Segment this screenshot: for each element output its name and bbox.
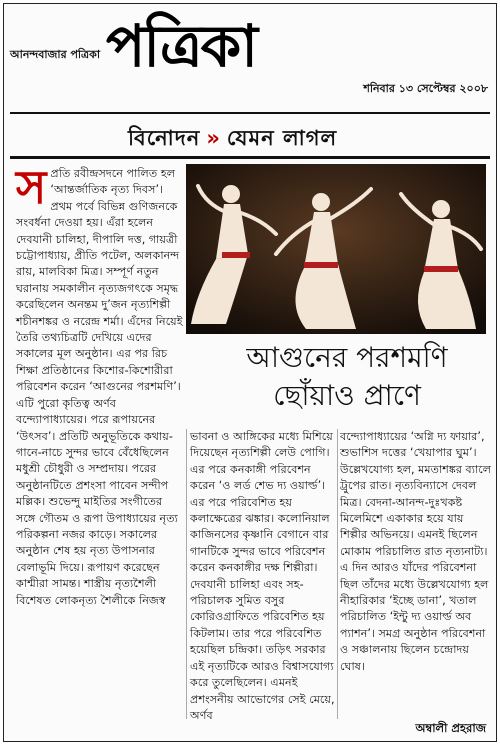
byline: অম্বালী প্রহরাজ xyxy=(415,721,486,735)
masthead-logo: পত্রিকা xyxy=(106,12,256,80)
masthead xyxy=(10,10,490,110)
headline-line-2: ছোঁয়াও প্রাণে xyxy=(273,379,421,412)
article-column-2 xyxy=(190,429,336,724)
publisher-name: আনন্দবাজার পত্রিকা xyxy=(10,48,101,61)
section-arrow-icon: » xyxy=(206,126,221,150)
article-text-2: ভাবনা ও আঙ্গিকের মধ্যে মিশিয়ে দিয়েছেন নৃত্যশিল্পী লেউ পোগি। এর পরে কনকাঙ্গী পরিবেশন করেন ‘ও লর্ড শেভ দ্য ওয়ার্ল্ড’। এর পরে পরিবেশিত হয় কলাক্ষেত্রের ঝঙ্কার। কলোনিয়াল কাজিনসের কৃষ্ণানি বেগানে বার গানটিকে সুন্দর ভাবে পরিবেশন করেন কনকাঙ্গীর দক্ষ শিল্পীরা। দেবযানী চালিহা এবং সহ-পরিচালক সুমিত বসুর কোরিওগ্রাফিতে পরিবেশিত হয় কিটলাম। তার পরে পরিবেশিত হয়েছিল চন্দ্রিকা। তড়িৎ সরকার এই নৃত্যটিকে আরও বিশ্বাসযোগ্য করে তুলেছিলেন। এমনই প্রশংসনীয় আভোগের সেই মেয়ে, অর্ণব xyxy=(190,430,335,722)
newspaper-clipping xyxy=(3,3,497,742)
issue-date: শনিবার ১৩ সেপ্টেম্বর ২০০৮ xyxy=(363,82,488,95)
article-column-3 xyxy=(340,429,492,675)
column-divider xyxy=(186,429,187,719)
section-tag xyxy=(128,122,337,157)
article-text-1: প্রতি রবীন্দ্রসদনে পালিত হল ‘আন্তর্জাতিক নৃত্য দিবস’। প্রথম পর্বে বিভিন্ন গুণিজনকে সংবর্ধনা দেওয়া হয়। এঁরা হলেন দেবযানী চালিহা, দীপালি দত্ত, গায়ত্রী চট্টোপাধ্যায়, প্রীতি পটেল, অলকানন্দ রায়, মালবিকা মিত্র। সম্পূর্ণ নতুন ঘরানায় সমকালীন নৃত্যজগৎকে সমৃদ্ধ করেছিলেন অনন্তম দু’জন নৃত্যশিল্পী শচীনশঙ্কর ও নরেন্দ্র শর্মা। এঁদের নিয়েই তৈরি তথ্যচিত্রটি দেখিয়ে এদের সকালের মূল অনুষ্ঠান। এর পর রিচ শিক্ষা প্রতিষ্ঠানের কিশোর-কিশোরীরা পরিবেশন করেন ‘আগুনের পরশমণি’। এটি পুরো কৃতিত্ব অর্ণব বন্দ্যোপাধ্যায়ের। পরে রূপায়নের ‘উৎসব’। প্রতিটি অনুভূতিকে কথায়-গানে-নাচে সুন্দর ভাবে বেঁধেছিলেন মধুশ্রী চৌধুরী ও সম্প্রদায়। পরের অনুষ্ঠানটিতে প্রশংসা পাবেন সন্দীপ মল্লিক। শুভেন্দু মাইতির সংগীতের সঙ্গে গৌতম ও রূপা উপাধ্যায়ের নৃত্য পরিকল্পনা নজর কাড়ে। সকালের অনুষ্ঠান শেষ হয় নৃত্য উপাসনার বেলাভূমি দিয়ে। রূপায়ণ করেছেন কাশ্মীরা সামন্ত। শাস্ত্রীয় নৃত্যশৈলী বিশেষত লোকনৃত্য শৈলীকে নিজস্ব xyxy=(16,167,183,607)
drop-cap: স xyxy=(16,160,47,214)
headline-line-1: আগুনের পরশমণি xyxy=(246,341,448,374)
section-label: বিনোদন xyxy=(128,126,201,150)
article-column-1 xyxy=(16,160,184,609)
subsection-label: যেমন লাগল xyxy=(226,126,338,150)
masthead-rule xyxy=(10,112,490,114)
dancers-photo xyxy=(186,164,486,334)
section-bar xyxy=(10,116,490,159)
article-text-3: বন্দ্যোপাধ্যায়ের ‘অগ্নি দ্য ফায়ার’, শুভাশিস দত্তের ‘খেয়াপার ঘুম’। উল্লেখযোগ্য হল, মমতাশঙ্কর ব্যালে ট্রুপের রাত। নৃত্যবিন্যাসে দেবল মিত্র। বেদনা-আনন্দ-দুঃখকষ্ট মিলেমিশে একাকার হয়ে যায় শিল্পীর অভিনয়ে। এমনই ছিলেন মোকাম পরিচালিত রাত নৃত্যনাট্য। এ দিন আরও যাঁদের পরিবেশনা ছিল তাঁদের মধ্যে উল্লেখযোগ্য হল নীহারিকার ‘ইচ্ছে ডানা’, খতাল পরিচালিত ‘ইন্টু দ্য ওয়ার্ল্ড অব প্যাশন’। সমগ্র অনুষ্ঠান পরিবেশনা ও সঞ্চালনায় ছিলেন চন্দ্রোদয় ঘোষ। xyxy=(340,430,492,673)
article-headline xyxy=(202,339,492,415)
column-divider xyxy=(337,429,338,719)
dancers-photo-icon xyxy=(186,164,486,334)
